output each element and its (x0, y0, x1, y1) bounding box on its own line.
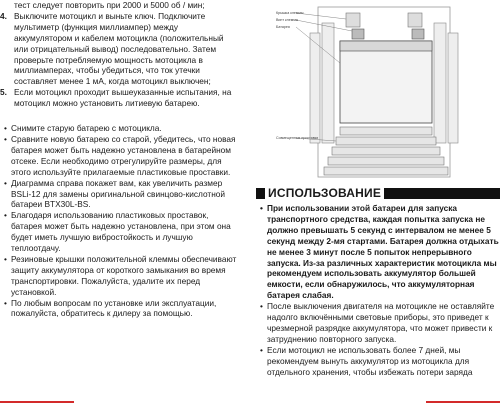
step-text: Выключите мотоцикл и выньте ключ. Подключите мультиметр (функция миллиампер) между аккумулятором и кабелем мотоцикла (положительный или отрицательный вывод) последовательно. Затем проверьте потребляемую мощность мотоцикла в миллиамперах, чтобы убедиться, что ток утечки составляет менее 1 мА, когда мотоцикл выключен; (14, 10, 224, 87)
label-terminal-screw: Винт клеммы (276, 18, 299, 22)
section-title: ИСПОЛЬЗОВАНИЕ (268, 185, 382, 200)
section-heading (256, 186, 500, 200)
step-5 (0, 87, 238, 109)
bullet-icon: • (4, 123, 7, 134)
label-terminal-cover: Крышка клеммы (276, 11, 304, 15)
page-accent-line-right (426, 401, 500, 403)
label-battery: Батарея (276, 25, 290, 29)
heading-marker (256, 188, 265, 199)
step-text: Если мотоцикл проходит вышеуказанные испытания, на мотоцикл можно установить литиевую батарею. (14, 87, 232, 109)
list-item (256, 345, 500, 378)
bullet-icon: • (260, 203, 263, 213)
intro-line: тест следует повторить при 2000 и 5000 об / мин; (14, 0, 205, 10)
list-item (0, 254, 238, 298)
list-item-text: После выключения двигателя на мотоцикле не оставляйте надолго включёнными световые приборы, это приведет к чрезмерной разрядке аккумулятора, что может привести к затруднению повторного запуска. (267, 301, 495, 344)
list-item (0, 178, 238, 211)
left-column (0, 0, 238, 319)
list-item (256, 301, 500, 345)
list-item (0, 123, 238, 134)
list-item (0, 210, 238, 254)
bullet-icon: • (4, 133, 7, 144)
list-item-text: Снимите старую батарею с мотоцикла. (11, 123, 162, 134)
step-4 (0, 11, 238, 87)
label-spacers: Совмещенные проставки (276, 136, 319, 140)
list-item-text: Сравните новую батарею со старой, убедитесь, что новая батарея может быть надежно установлена в батарейном отсеке. Если необходимо отрегулируйте размеры, для этого используйте прилагаемые пластиковые проставки. (11, 133, 236, 177)
heading-bar (384, 188, 500, 199)
bullet-icon: • (4, 297, 7, 308)
bullet-icon: • (4, 253, 7, 264)
step-number: 5. (0, 87, 7, 98)
list-item (0, 298, 238, 320)
list-item-text: Диаграмма справа покажет вам, как увеличить размер BSLi-12 для замены оригинальной свинцово-кислотной батареи BTX30L-BS. (11, 177, 226, 210)
list-item-text: Благодаря использованию пластиковых проставок, батарея может быть надежно установлена, при этом она будет иметь лучшую вибростойкость и лучшую теплоотдачу. (11, 210, 231, 254)
bullet-icon: • (4, 177, 7, 188)
bullet-icon: • (260, 344, 263, 355)
step-number: 4. (0, 10, 7, 21)
list-item-text: При использовании этой батареи для запуска транспортного средства, каждая попытка запуска не должно превышать 5 секунд с интервалом не менее 5 секунд между 2-мя стартами. Батарея должна отдыхать не менее 3 минут после 5 попыток непрерывного запуска. Из-за различных характеристик мотоцикла мы рекомендуем использовать аккумулятор большей емкости, если обнаружилось, что аккумуляторная батарея слабая. (267, 203, 499, 301)
page-accent-line-left (0, 401, 74, 403)
bullet-icon: • (4, 210, 7, 221)
list-item-text: Резиновые крышки положительной клеммы обеспечивают защиту аккумулятора от короткого замыкания во время транспортировки. Пожалуйста, удалите их перед установкой. (11, 253, 237, 297)
list-item (0, 134, 238, 178)
right-column (256, 0, 500, 378)
list-item-text: По любым вопросам по установке или эксплуатации, пожалуйста, обратитесь к дилеру за помощью. (11, 297, 217, 319)
bullet-icon: • (260, 301, 263, 312)
list-item (256, 203, 500, 301)
list-item-text: Если мотоцикл не использовать более 7 дней, мы рекомендуем вынуть аккумулятор из мотоцикла для отдельного хранения, чтобы избежать потери заряда (267, 344, 473, 377)
